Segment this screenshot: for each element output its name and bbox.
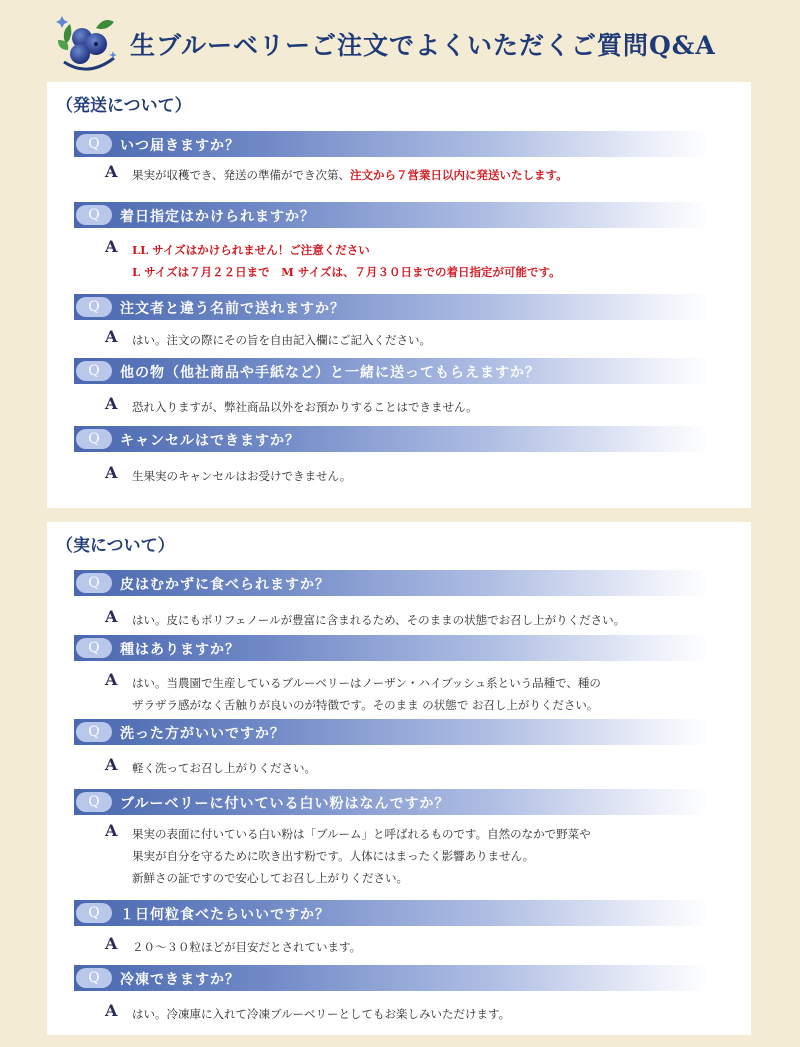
question-badge: Q — [76, 134, 112, 154]
question-text: １日何粒食べたらいいですか？ — [120, 907, 330, 923]
question-badge: Q — [76, 361, 112, 381]
question-badge: Q — [76, 297, 112, 317]
answer-mark: A — [105, 327, 118, 346]
question-badge: Q — [76, 792, 112, 812]
question-text: 種はありますか？ — [120, 642, 240, 658]
question-badge: Q — [76, 968, 112, 988]
answer-emphasis-text: 注文から７営業日以内に発送いたします。 — [350, 168, 568, 182]
question-bar — [74, 202, 710, 228]
question-bar — [74, 719, 710, 745]
fruit-faq-panel — [47, 522, 751, 1035]
question-text: 他の物（他社商品や手紙など）と一緒に送ってもらえますか？ — [120, 365, 540, 381]
answer-text: 軽く洗ってお召し上がりください。 — [132, 761, 316, 775]
answer-text: 新鮮さの証ですので安心してお召し上がりください。 — [132, 871, 408, 885]
answer-mark: A — [105, 237, 118, 256]
answer-mark: A — [105, 463, 118, 482]
answer-emphasis-text: L サイズは７月２２日まで M サイズは、７月３０日までの着日指定が可能です。 — [132, 265, 561, 279]
question-badge: Q — [76, 429, 112, 449]
answer-text: 恐れ入りますが、弊社商品以外をお預かりすることはできません。 — [132, 400, 478, 414]
question-bar — [74, 426, 710, 452]
answer-text: はい。皮にもポリフェノールが豊富に含まれるため、そのままの状態でお召し上がりください。 — [132, 613, 626, 627]
answer-emphasis-text: LL サイズはかけられません！ご注意ください — [132, 243, 370, 257]
shipping-section-title: （発送について） — [56, 96, 192, 116]
question-text: ブルーベリーに付いている白い粉はなんですか？ — [120, 796, 450, 812]
answer-text: 果実が収穫でき、発送の準備ができ次第、 — [132, 168, 351, 182]
question-bar — [74, 358, 710, 384]
answer-mark: A — [105, 1001, 118, 1020]
fruit-section-title: （実について） — [56, 536, 175, 556]
question-text: キャンセルはできますか？ — [120, 433, 300, 449]
question-text: いつ届きますか？ — [120, 138, 240, 154]
answer-text: 生果実のキャンセルはお受けできません。 — [132, 469, 352, 483]
question-badge: Q — [76, 903, 112, 923]
question-bar — [74, 131, 710, 157]
question-badge: Q — [76, 573, 112, 593]
question-text: 冷凍できますか？ — [120, 972, 240, 988]
answer-mark: A — [105, 162, 118, 181]
question-bar — [74, 965, 710, 991]
question-bar — [74, 294, 710, 320]
answer-mark: A — [105, 934, 118, 953]
question-text: 注文者と違う名前で送れますか？ — [120, 301, 345, 317]
answer-mark: A — [105, 755, 118, 774]
question-bar — [74, 789, 710, 815]
answer-text: 果実の表面に付いている白い粉は「ブルーム」と呼ばれるものです。自然のなかで野菜や — [132, 827, 591, 841]
answer-mark: A — [105, 394, 118, 413]
page-title: 生ブルーベリーご注文でよくいただくご質問Q&A — [130, 31, 716, 60]
answer-text: はい。当農園で生産しているブルーベリーはノーザン・ハイブッシュ系という品種で、種の — [132, 676, 601, 690]
answer-mark: A — [105, 821, 118, 840]
question-badge: Q — [76, 722, 112, 742]
answer-text: ２０～３０粒ほどが目安だとされています。 — [132, 940, 362, 954]
blueberry-logo-icon — [56, 14, 120, 74]
answer-text: ザラザラ感がなく舌触りが良いのが特徴です。そのまま の状態で お召し上がりください。 — [132, 698, 599, 712]
shipping-faq-panel — [47, 82, 751, 508]
answer-text: はい。注文の際にその旨を自由記入欄にご記入ください。 — [132, 333, 431, 347]
answer-mark: A — [105, 607, 118, 626]
answer-mark: A — [105, 670, 118, 689]
question-badge: Q — [76, 638, 112, 658]
question-bar — [74, 900, 710, 926]
question-badge: Q — [76, 205, 112, 225]
page-header — [0, 0, 800, 80]
question-bar — [74, 635, 710, 661]
question-bar — [74, 570, 710, 596]
question-text: 皮はむかずに食べられますか？ — [120, 577, 330, 593]
answer-text: はい。冷凍庫に入れて冷凍ブルーベリーとしてもお楽しみいただけます。 — [132, 1007, 511, 1021]
answer-text: 果実が自分を守るために吹き出す粉です。人体にはまったく影響ありません。 — [132, 849, 535, 863]
question-text: 洗った方がいいですか？ — [120, 726, 285, 742]
question-text: 着日指定はかけられますか？ — [120, 209, 315, 225]
